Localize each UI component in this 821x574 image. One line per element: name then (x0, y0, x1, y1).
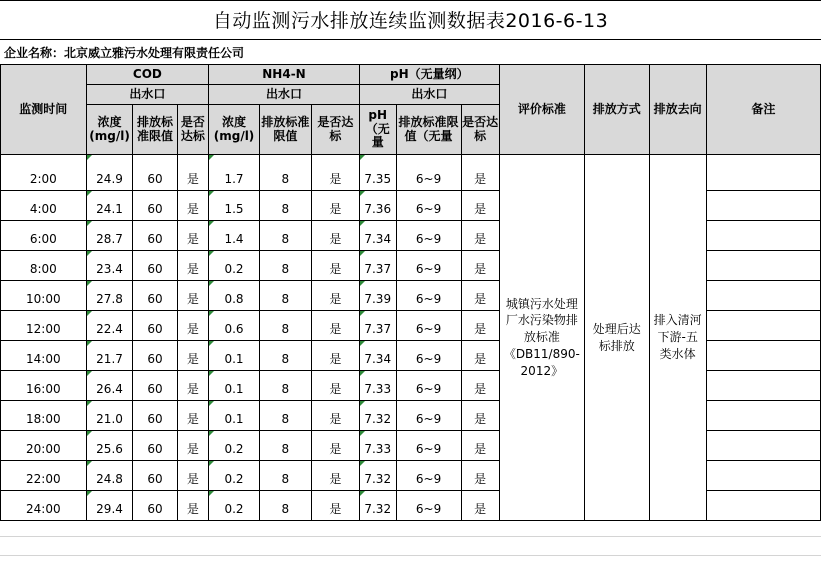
ph-limit-cell[interactable]: 6~9 (396, 461, 461, 491)
header-ph-value: pH（无量 (359, 105, 396, 155)
cod-compliance-cell[interactable]: 是 (177, 371, 208, 401)
ph-limit-cell[interactable]: 6~9 (396, 155, 461, 191)
nh4n-limit-cell[interactable]: 8 (259, 401, 311, 431)
nh4n-limit-cell[interactable]: 8 (259, 431, 311, 461)
remarks-cell[interactable] (706, 311, 820, 341)
header-ph-limit: 排放标准限值（无量 (396, 105, 461, 155)
header-nh4n-concentration: 浓度(mg/l) (209, 105, 260, 155)
header-discharge-method: 排放方式 (584, 65, 649, 155)
header-discharge-destination: 排放去向 (649, 65, 706, 155)
cod-concentration-cell[interactable]: 21.7 (86, 341, 133, 371)
nh4n-compliance-cell[interactable]: 是 (311, 491, 359, 521)
cod-compliance-cell[interactable]: 是 (177, 221, 208, 251)
ph-value-cell[interactable]: 7.33 (359, 431, 396, 461)
remarks-cell[interactable] (706, 431, 820, 461)
nh4n-limit-cell[interactable]: 8 (259, 251, 311, 281)
ph-value-cell[interactable]: 7.37 (359, 251, 396, 281)
ph-value-cell[interactable]: 7.35 (359, 155, 396, 191)
time-cell[interactable]: 10:00 (1, 281, 87, 311)
header-cod-compliance: 是否达标 (177, 105, 208, 155)
nh4n-limit-cell[interactable]: 8 (259, 311, 311, 341)
cod-limit-cell[interactable]: 60 (133, 461, 177, 491)
nh4n-limit-cell[interactable]: 8 (259, 491, 311, 521)
ph-limit-cell[interactable]: 6~9 (396, 401, 461, 431)
cod-concentration-cell[interactable]: 24.1 (86, 191, 133, 221)
cod-compliance-cell[interactable]: 是 (177, 155, 208, 191)
nh4n-compliance-cell[interactable]: 是 (311, 401, 359, 431)
cod-compliance-cell[interactable]: 是 (177, 401, 208, 431)
nh4n-limit-cell[interactable]: 8 (259, 341, 311, 371)
nh4n-limit-cell[interactable]: 8 (259, 221, 311, 251)
remarks-cell[interactable] (706, 281, 820, 311)
sheet-gridline (0, 536, 821, 537)
cod-concentration-cell[interactable]: 26.4 (86, 371, 133, 401)
time-cell[interactable]: 14:00 (1, 341, 87, 371)
nh4n-compliance-cell[interactable]: 是 (311, 311, 359, 341)
cod-compliance-cell[interactable]: 是 (177, 461, 208, 491)
time-cell[interactable]: 6:00 (1, 221, 87, 251)
cod-concentration-cell[interactable]: 23.4 (86, 251, 133, 281)
nh4n-concentration-cell[interactable]: 1.7 (209, 155, 260, 191)
header-time: 监测时间 (1, 65, 87, 155)
cod-concentration-cell[interactable]: 27.8 (86, 281, 133, 311)
nh4n-limit-cell[interactable]: 8 (259, 371, 311, 401)
remarks-cell[interactable] (706, 491, 820, 521)
nh4n-concentration-cell[interactable]: 0.1 (209, 371, 260, 401)
remarks-cell[interactable] (706, 251, 820, 281)
nh4n-compliance-cell[interactable]: 是 (311, 191, 359, 221)
eval-standard-cell[interactable]: 城镇污水处理厂水污染物排放标准《DB11/890-2012》 (499, 155, 584, 521)
nh4n-concentration-cell[interactable]: 0.8 (209, 281, 260, 311)
cod-limit-cell[interactable]: 60 (133, 191, 177, 221)
ph-value-cell[interactable]: 7.34 (359, 221, 396, 251)
time-cell[interactable]: 18:00 (1, 401, 87, 431)
time-cell[interactable]: 22:00 (1, 461, 87, 491)
time-cell[interactable]: 16:00 (1, 371, 87, 401)
table-row (1, 155, 821, 191)
discharge-destination-cell[interactable]: 排入清河下游-五类水体 (649, 155, 706, 521)
time-cell[interactable]: 20:00 (1, 431, 87, 461)
ph-value-cell[interactable]: 7.39 (359, 281, 396, 311)
ph-value-cell[interactable]: 7.37 (359, 311, 396, 341)
header-ph: pH（无量纲） (359, 65, 499, 85)
header-nh4n-limit: 排放标准限值 (259, 105, 311, 155)
ph-limit-cell[interactable]: 6~9 (396, 341, 461, 371)
cod-limit-cell[interactable]: 60 (133, 281, 177, 311)
nh4n-limit-cell[interactable]: 8 (259, 281, 311, 311)
discharge-method-cell[interactable]: 处理后达标排放 (584, 155, 649, 521)
cod-limit-cell[interactable]: 60 (133, 341, 177, 371)
nh4n-compliance-cell[interactable]: 是 (311, 221, 359, 251)
nh4n-limit-cell[interactable]: 8 (259, 155, 311, 191)
remarks-cell[interactable] (706, 221, 820, 251)
cod-limit-cell[interactable]: 60 (133, 221, 177, 251)
cod-concentration-cell[interactable]: 21.0 (86, 401, 133, 431)
cod-compliance-cell[interactable]: 是 (177, 191, 208, 221)
company-name: 企业名称：北京威立雅污水处理有限责任公司 (4, 46, 245, 60)
nh4n-concentration-cell[interactable]: 0.2 (209, 251, 260, 281)
ph-compliance-cell[interactable]: 是 (461, 341, 499, 371)
nh4n-compliance-cell[interactable]: 是 (311, 461, 359, 491)
remarks-cell[interactable] (706, 401, 820, 431)
nh4n-concentration-cell[interactable]: 0.2 (209, 461, 260, 491)
ph-limit-cell[interactable]: 6~9 (396, 371, 461, 401)
ph-limit-cell[interactable]: 6~9 (396, 281, 461, 311)
nh4n-concentration-cell[interactable]: 1.5 (209, 191, 260, 221)
ph-compliance-cell[interactable]: 是 (461, 155, 499, 191)
nh4n-compliance-cell[interactable]: 是 (311, 371, 359, 401)
nh4n-concentration-cell[interactable]: 0.6 (209, 311, 260, 341)
nh4n-compliance-cell[interactable]: 是 (311, 431, 359, 461)
cod-concentration-cell[interactable]: 24.9 (86, 155, 133, 191)
time-cell[interactable]: 4:00 (1, 191, 87, 221)
ph-limit-cell[interactable]: 6~9 (396, 191, 461, 221)
ph-value-cell[interactable]: 7.36 (359, 191, 396, 221)
remarks-cell[interactable] (706, 341, 820, 371)
ph-compliance-cell[interactable]: 是 (461, 191, 499, 221)
header-remarks: 备注 (706, 65, 820, 155)
time-cell[interactable]: 2:00 (1, 155, 87, 191)
nh4n-limit-cell[interactable]: 8 (259, 461, 311, 491)
ph-compliance-cell[interactable]: 是 (461, 221, 499, 251)
ph-limit-cell[interactable]: 6~9 (396, 311, 461, 341)
nh4n-concentration-cell[interactable]: 0.1 (209, 341, 260, 371)
ph-value-cell[interactable]: 7.32 (359, 491, 396, 521)
ph-compliance-cell[interactable]: 是 (461, 311, 499, 341)
cod-limit-cell[interactable]: 60 (133, 155, 177, 191)
nh4n-compliance-cell[interactable]: 是 (311, 281, 359, 311)
header-nh4n-compliance: 是否达标 (311, 105, 359, 155)
ph-compliance-cell[interactable]: 是 (461, 431, 499, 461)
cod-limit-cell[interactable]: 60 (133, 431, 177, 461)
nh4n-concentration-cell[interactable]: 0.1 (209, 401, 260, 431)
ph-limit-cell[interactable]: 6~9 (396, 431, 461, 461)
header-eval-standard: 评价标准 (499, 65, 584, 155)
nh4n-compliance-cell[interactable]: 是 (311, 155, 359, 191)
ph-limit-cell[interactable]: 6~9 (396, 221, 461, 251)
nh4n-concentration-cell[interactable]: 0.2 (209, 431, 260, 461)
nh4n-concentration-cell[interactable]: 1.4 (209, 221, 260, 251)
nh4n-compliance-cell[interactable]: 是 (311, 251, 359, 281)
cod-compliance-cell[interactable]: 是 (177, 281, 208, 311)
header-ph-compliance: 是否达标 (461, 105, 499, 155)
header-nh4n-outlet: 出水口 (209, 85, 360, 105)
cod-concentration-cell[interactable]: 24.8 (86, 461, 133, 491)
header-cod-limit: 排放标准限值 (133, 105, 177, 155)
cod-compliance-cell[interactable]: 是 (177, 341, 208, 371)
ph-value-cell[interactable]: 7.32 (359, 401, 396, 431)
ph-compliance-cell[interactable]: 是 (461, 491, 499, 521)
ph-limit-cell[interactable]: 6~9 (396, 251, 461, 281)
cod-limit-cell[interactable]: 60 (133, 371, 177, 401)
cod-limit-cell[interactable]: 60 (133, 311, 177, 341)
data-table (0, 64, 821, 521)
ph-compliance-cell[interactable]: 是 (461, 281, 499, 311)
ph-value-cell[interactable]: 7.33 (359, 371, 396, 401)
nh4n-concentration-cell[interactable]: 0.2 (209, 491, 260, 521)
ph-compliance-cell[interactable]: 是 (461, 371, 499, 401)
remarks-cell[interactable] (706, 371, 820, 401)
cod-compliance-cell[interactable]: 是 (177, 491, 208, 521)
cod-concentration-cell[interactable]: 22.4 (86, 311, 133, 341)
cod-concentration-cell[interactable]: 29.4 (86, 491, 133, 521)
cod-limit-cell[interactable]: 60 (133, 251, 177, 281)
header-cod-outlet: 出水口 (86, 85, 209, 105)
cod-compliance-cell[interactable]: 是 (177, 311, 208, 341)
cod-concentration-cell[interactable]: 28.7 (86, 221, 133, 251)
ph-compliance-cell[interactable]: 是 (461, 251, 499, 281)
remarks-cell[interactable] (706, 155, 820, 191)
nh4n-limit-cell[interactable]: 8 (259, 191, 311, 221)
cod-compliance-cell[interactable]: 是 (177, 431, 208, 461)
cod-limit-cell[interactable]: 60 (133, 401, 177, 431)
header-nh4n: NH4-N (209, 65, 360, 85)
cod-concentration-cell[interactable]: 25.6 (86, 431, 133, 461)
header-cod: COD (86, 65, 209, 85)
time-cell[interactable]: 12:00 (1, 311, 87, 341)
remarks-cell[interactable] (706, 461, 820, 491)
nh4n-compliance-cell[interactable]: 是 (311, 341, 359, 371)
time-cell[interactable]: 8:00 (1, 251, 87, 281)
cod-compliance-cell[interactable]: 是 (177, 251, 208, 281)
sheet-title: 自动监测污水排放连续监测数据表2016-6-13 (0, 0, 821, 40)
header-ph-outlet: 出水口 (359, 85, 499, 105)
ph-value-cell[interactable]: 7.34 (359, 341, 396, 371)
ph-compliance-cell[interactable]: 是 (461, 401, 499, 431)
sheet-gridline (0, 555, 821, 556)
ph-compliance-cell[interactable]: 是 (461, 461, 499, 491)
cod-limit-cell[interactable]: 60 (133, 491, 177, 521)
ph-limit-cell[interactable]: 6~9 (396, 491, 461, 521)
remarks-cell[interactable] (706, 191, 820, 221)
ph-value-cell[interactable]: 7.32 (359, 461, 396, 491)
time-cell[interactable]: 24:00 (1, 491, 87, 521)
header-cod-concentration: 浓度(mg/l) (86, 105, 133, 155)
